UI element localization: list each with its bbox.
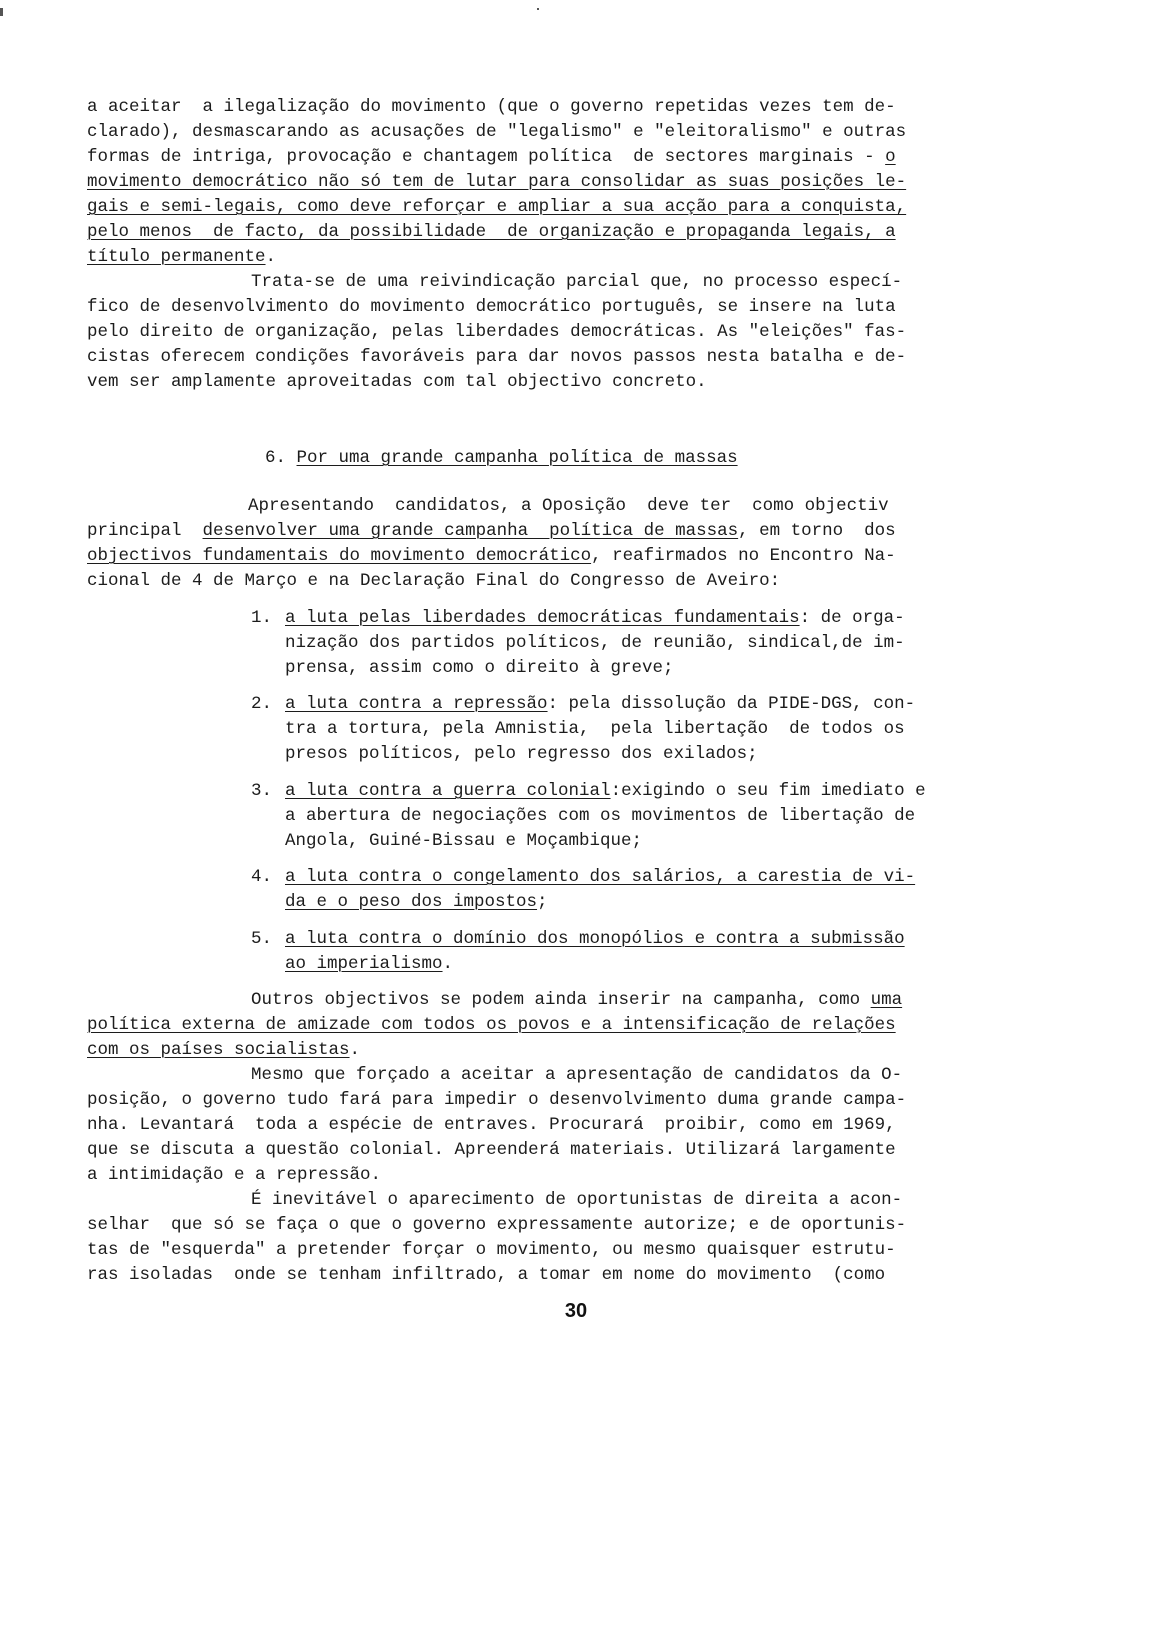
list-item-line: prensa, assim como o direito à greve;: [285, 658, 674, 678]
text-line: [87, 1038, 360, 1062]
list-item-line: presos políticos, pelo regresso dos exilados;: [285, 744, 758, 764]
underlined-text: com os países socialistas: [87, 1040, 350, 1060]
section-heading: [265, 446, 738, 470]
text-line: vem ser amplamente aproveitadas com tal objectivo concreto.: [87, 372, 707, 392]
list-item-line: Angola, Guiné-Bissau e Moçambique;: [285, 831, 643, 851]
text-line: ras isoladas onde se tenham infiltrado, a tomar em nome do movimento (como: [87, 1265, 886, 1285]
list-item-number: 2.: [251, 694, 273, 714]
underlined-text: a luta contra a repressão: [285, 694, 548, 714]
text-segment: : pela dissolução da PIDE-DGS, con-: [547, 694, 916, 714]
text-line: Apresentando candidatos, a Oposição deve ter como objectiv: [248, 496, 889, 516]
text-segment: , reafirmados no Encontro Na-: [591, 546, 896, 566]
text-line: que se discuta a questão colonial. Apreenderá materiais. Utilizará largamente: [87, 1140, 896, 1160]
text-line: cistas oferecem condições favoráveis para dar novos passos nesta batalha e de-: [87, 347, 907, 367]
list-item-line: a abertura de negociações com os movimentos de libertação de: [285, 806, 916, 826]
list-item-line: a luta contra o congelamento dos salários, a carestia de vi-: [285, 867, 916, 887]
text-line: [251, 988, 902, 1012]
underlined-text: ao imperialismo: [285, 954, 443, 974]
underlined-text: o: [885, 147, 896, 167]
list-item-line: [285, 692, 915, 716]
underlined-text-line: pelo menos de facto, da possibilidade de organização e propaganda legais, a: [87, 222, 896, 242]
text-line: pelo direito de organização, pelas liberdades democráticas. As "eleições" fas-: [87, 322, 907, 342]
scan-mark-top-left: [0, 8, 3, 16]
text-line: clarado), desmascarando as acusações de "legalismo" e "eleitoralismo" e outras: [87, 122, 907, 142]
underlined-text: a luta pelas liberdades democráticas fundamentais: [285, 608, 800, 628]
text-segment: .: [442, 954, 454, 974]
scan-mark-top: [537, 8, 539, 10]
underlined-text: da e o peso dos impostos: [285, 892, 538, 912]
underlined-text-line: gais e semi-legais, como deve reforçar e ampliar a sua acção para a conquista,: [87, 197, 907, 217]
text-segment: principal: [87, 521, 203, 541]
text-line: a intimidação e a repressão.: [87, 1165, 382, 1185]
list-item-line: [285, 606, 905, 630]
text-line: Mesmo que forçado a aceitar a apresentação de candidatos da O-: [251, 1065, 903, 1085]
text-line: fico de desenvolvimento do movimento democrático português, se insere na luta: [87, 297, 896, 317]
text-segment: : de orga-: [799, 608, 905, 628]
text-segment: .: [265, 247, 277, 267]
text-segment: , em torno dos: [738, 521, 896, 541]
list-item-number: 5.: [251, 929, 273, 949]
underlined-text: a luta contra a guerra colonial: [285, 781, 611, 801]
text-segment: formas de intriga, provocação e chantagem política de sectores marginais -: [87, 147, 886, 167]
list-item-line: [285, 779, 926, 803]
list-item-line: tra a tortura, pela Amnistia, pela libertação de todos os: [285, 719, 905, 739]
list-item-number: 4.: [251, 867, 273, 887]
underlined-text-line: política externa de amizade com todos os povos e a intensificação de relações: [87, 1015, 896, 1035]
underlined-text: objectivos fundamentais do movimento democrático: [87, 546, 592, 566]
section-number: 6.: [265, 448, 297, 468]
text-line: posição, o governo tudo fará para impedir o desenvolvimento duma grande campa-: [87, 1090, 907, 1110]
text-line: selhar que só se faça o que o governo expressamente autorize; e de oportunis-: [87, 1215, 907, 1235]
list-item-line: [285, 952, 453, 976]
underlined-text: uma: [870, 990, 903, 1010]
list-item-line: a luta contra o domínio dos monopólios e contra a submissão: [285, 929, 905, 949]
underlined-text-line: movimento democrático não só tem de lutar para consolidar as suas posições le-: [87, 172, 907, 192]
text-segment: .: [349, 1040, 361, 1060]
text-line: [87, 245, 276, 269]
underlined-text: título permanente: [87, 247, 266, 267]
text-line: cional de 4 de Março e na Declaração Final do Congresso de Aveiro:: [87, 571, 781, 591]
page-number: 30: [564, 1300, 588, 1322]
text-line: Trata-se de uma reivindicação parcial que, no processo especí-: [251, 272, 903, 292]
text-segment: Outros objectivos se podem ainda inserir na campanha, como: [251, 990, 871, 1010]
text-line: É inevitável o aparecimento de oportunistas de direita a acon-: [251, 1190, 903, 1210]
list-item-number: 1.: [251, 608, 273, 628]
text-line: nha. Levantará toda a espécie de entraves. Procurará proibir, como em 1969,: [87, 1115, 896, 1135]
list-item-line: [285, 890, 548, 914]
text-line: [87, 519, 896, 543]
text-line: [87, 544, 896, 568]
section-title: Por uma grande campanha política de massas: [296, 448, 738, 468]
text-line: [87, 145, 896, 169]
list-item-number: 3.: [251, 781, 273, 801]
underlined-text: desenvolver uma grande campanha política de massas: [202, 521, 739, 541]
text-line: a aceitar a ilegalização do movimento (que o governo repetidas vezes tem de-: [87, 97, 896, 117]
text-segment: ;: [537, 892, 548, 912]
text-line: tas de "esquerda" a pretender forçar o movimento, ou mesmo quaisquer estrutu-: [87, 1240, 896, 1260]
text-segment: :exigindo o seu fim imediato e: [610, 781, 926, 801]
list-item-line: nização dos partidos políticos, de reunião, sindical,de im-: [285, 633, 905, 653]
